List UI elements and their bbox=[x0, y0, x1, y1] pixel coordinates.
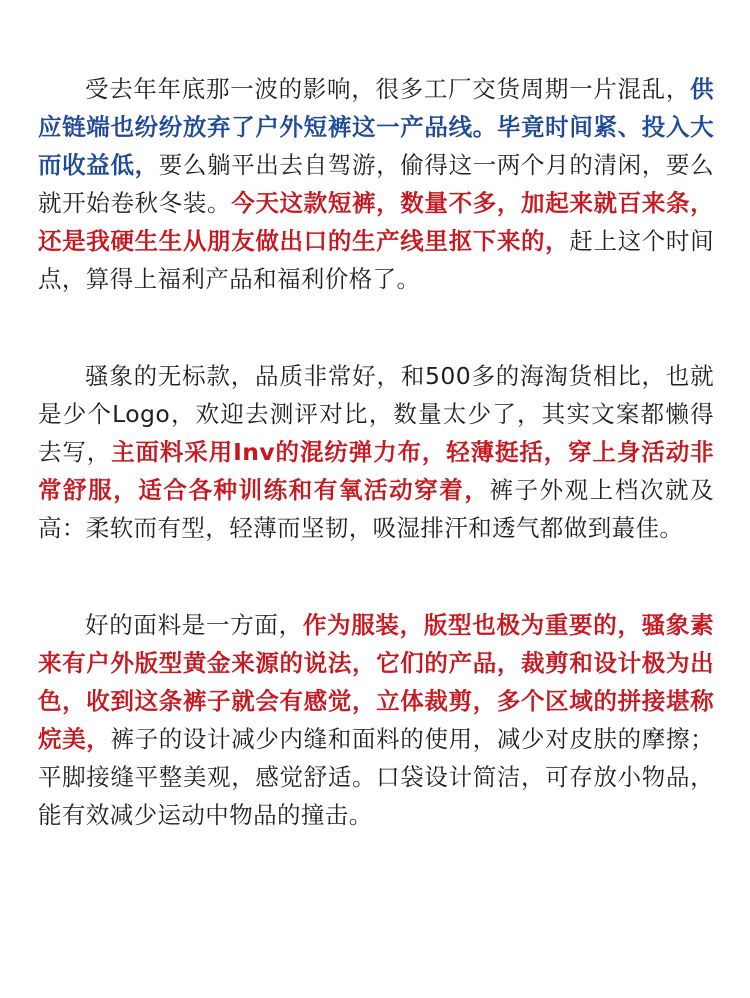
text-segment: 好的面料是一方面， bbox=[85, 611, 303, 639]
paragraph-2 bbox=[38, 357, 714, 547]
paragraph-1 bbox=[38, 70, 714, 298]
paragraph-3 bbox=[38, 606, 714, 834]
text-segment: 赶上这个时间点，算得上福利产品和福利价格了。 bbox=[38, 227, 714, 293]
highlight-red-segment: 今天这款短裤，数量不多，加起来就百来条，还是我硬生生从朋友做出口的生产线里抠下来的， bbox=[38, 189, 715, 255]
highlight-blue-segment: 供应链端也纷纷放弃了户外短裤这一产品线。毕竟时间紧、投入大而收益低， bbox=[38, 75, 714, 179]
text-segment: 裤子外观上档次就及高：柔软而有型，轻薄而坚韧，吸湿排汗和透气都做到蕞佳。 bbox=[38, 476, 714, 542]
text-segment: 要么躺平出去自驾游，偷得这一两个月的清闲，要么就开始卷秋冬装。 bbox=[38, 151, 715, 217]
article-body bbox=[38, 70, 714, 834]
highlight-red-segment: 作为服装，版型也极为重要的，骚象素来有户外版型黄金来源的说法，它们的产品，裁剪和设计极为出色，收到这条裤子就会有感觉，立体裁剪，多个区域的拼接堪称烷美， bbox=[38, 611, 714, 753]
text-segment: 受去年年底那一波的影响，很多工厂交货周期一片混乱， bbox=[85, 75, 691, 103]
text-segment: 骚象的无标款，品质非常好，和500多的海淘货相比，也就是少个Logo，欢迎去测评对比，数量太少了，其实文案都懒得去写， bbox=[38, 362, 714, 466]
highlight-red-segment: 主面料采用Inv的混纺弹力布，轻薄挺括，穿上身活动非常舒服，适合各种训练和有氧活动穿着， bbox=[38, 438, 714, 504]
text-segment: 裤子的设计减少内缝和面料的使用，减少对皮肤的摩擦；平脚接缝平整美观，感觉舒适。口袋设计简洁，可存放小物品，能有效减少运动中物品的撞击。 bbox=[38, 725, 715, 829]
